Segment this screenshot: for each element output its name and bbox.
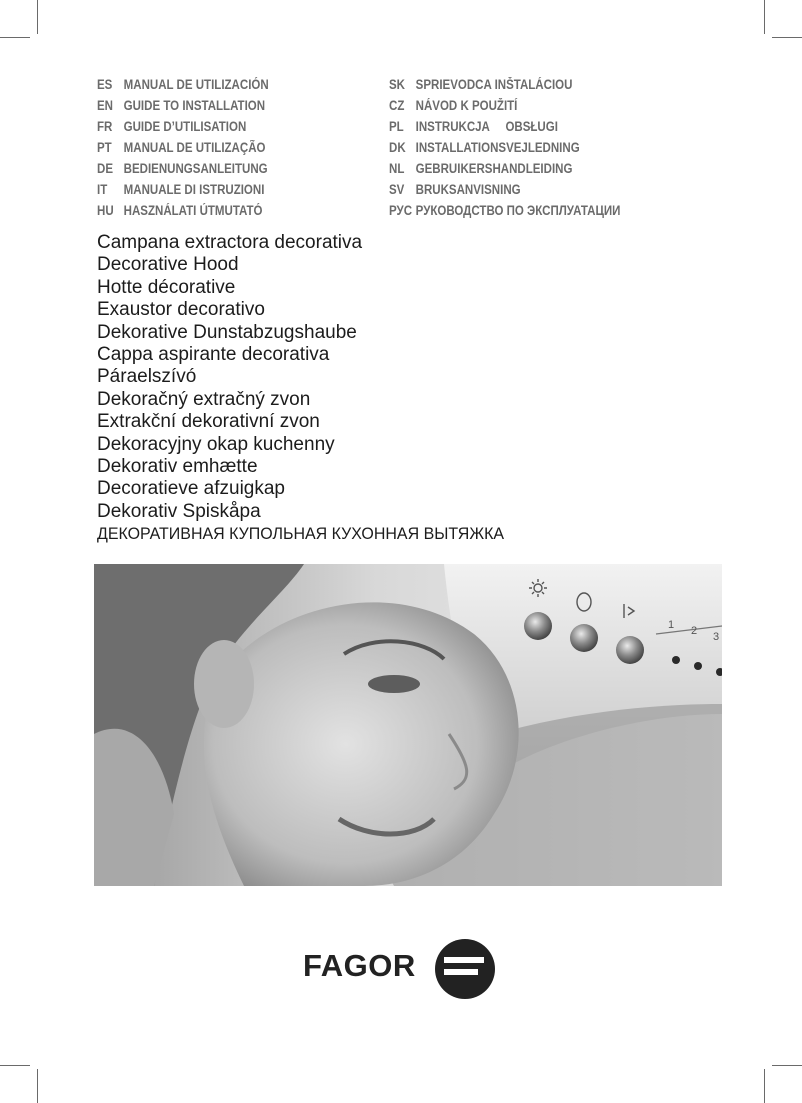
language-entry [97, 137, 269, 158]
language-entry [97, 200, 269, 221]
crop-mark-top-right-horizontal [772, 37, 802, 38]
product-title: Dekoračný extračný zvon [97, 388, 311, 410]
product-title: Dekorative Dunstabzugshaube [97, 321, 357, 343]
language-code: ES [97, 77, 113, 92]
product-title: Cappa aspirante decorativa [97, 343, 330, 365]
product-title: Campana extractora decorativa [97, 232, 363, 253]
cover-photo-illustration [94, 564, 722, 886]
language-manual-title: MANUALE DI ISTRUZIONI [123, 182, 265, 197]
language-manual-title: GUIDE TO INSTALLATION [123, 98, 266, 113]
crop-mark-top-left-vertical [37, 0, 38, 34]
language-manual-title: GEBRUIKERSHANDLEIDING [415, 161, 573, 176]
product-title: Páraelszívó [97, 366, 197, 388]
language-list-left [97, 74, 297, 221]
crop-mark-bottom-left-horizontal [0, 1065, 30, 1066]
language-code: FR [97, 119, 113, 134]
language-code: EN [97, 98, 114, 113]
language-entry [389, 95, 620, 116]
language-manual-title: INSTALLATIONSVEJLEDNING [415, 140, 580, 155]
language-manual-title: BRUKSANVISNING [415, 182, 521, 197]
fagor-logo [300, 938, 500, 1002]
language-entry [97, 158, 269, 179]
language-manual-title: INSTRUKCJA OBSŁUGI [415, 119, 558, 134]
brand-name: FAGOR [303, 948, 416, 983]
product-title: Dekorativ emhætte [97, 455, 258, 477]
language-code: SK [389, 77, 406, 92]
language-code: HU [97, 203, 114, 218]
language-manual-title: РУКОВОДСТВО ПО ЭКСПЛУАТАЦИИ [415, 203, 621, 218]
crop-mark-top-right-vertical [764, 0, 765, 34]
language-code: CZ [389, 98, 405, 113]
language-entry [389, 137, 620, 158]
language-manual-title: NÁVOD K POUŽITÍ [415, 98, 518, 113]
product-title: Decorative Hood [97, 254, 239, 276]
language-manual-title: MANUAL DE UTILIZAÇÃO [123, 140, 266, 155]
product-title: Exaustor decorativo [97, 299, 265, 321]
language-entry [97, 74, 269, 95]
product-title: Decoratieve afzuigkap [97, 478, 285, 500]
language-code: DE [97, 161, 114, 176]
language-entry [389, 200, 620, 221]
speed-label-3: 3 [713, 631, 720, 643]
language-manual-title: GUIDE D’UTILISATION [123, 119, 247, 134]
product-title: Dekoracyjny okap kuchenny [97, 433, 335, 455]
language-code: DK [389, 140, 406, 155]
language-list-right [389, 74, 658, 221]
crop-mark-bottom-right-horizontal [772, 1065, 802, 1066]
product-title: Dekorativ Spiskåpa [97, 500, 261, 522]
language-entry [97, 95, 269, 116]
product-title-list [97, 232, 530, 545]
fagor-logo-mark-icon [434, 938, 496, 1000]
language-manual-title: SPRIEVODCA INŠTALÁCIOU [415, 77, 573, 92]
language-code: PL [389, 119, 404, 134]
language-entry [389, 116, 620, 137]
product-title: Extrakční dekorativní zvon [97, 411, 320, 433]
language-manual-title: BEDIENUNGSANLEITUNG [123, 161, 268, 176]
language-code: PT [97, 140, 112, 155]
language-manual-title: HASZNÁLATI ÚTMUTATÓ [123, 203, 263, 218]
crop-mark-top-left-horizontal [0, 37, 30, 38]
product-title: Hotte décorative [97, 276, 236, 298]
speed-label-1: 1 [668, 619, 675, 631]
language-code: SV [389, 182, 405, 197]
product-title: ДЕКОРАТИВНАЯ КУПОЛЬНАЯ КУХОННАЯ ВЫТЯЖКА [97, 524, 505, 544]
crop-mark-bottom-left-vertical [37, 1069, 38, 1103]
speed-label-2: 2 [691, 625, 698, 637]
cover-photo [94, 564, 722, 886]
crop-mark-bottom-right-vertical [764, 1069, 765, 1103]
language-code: РУС [389, 203, 413, 218]
language-entry [389, 158, 620, 179]
language-code: NL [389, 161, 405, 176]
language-entry [389, 179, 620, 200]
language-manual-title: MANUAL DE UTILIZACIÓN [123, 77, 269, 92]
language-code: IT [97, 182, 108, 197]
language-entry [389, 74, 620, 95]
language-entry [97, 179, 269, 200]
language-entry [97, 116, 269, 137]
